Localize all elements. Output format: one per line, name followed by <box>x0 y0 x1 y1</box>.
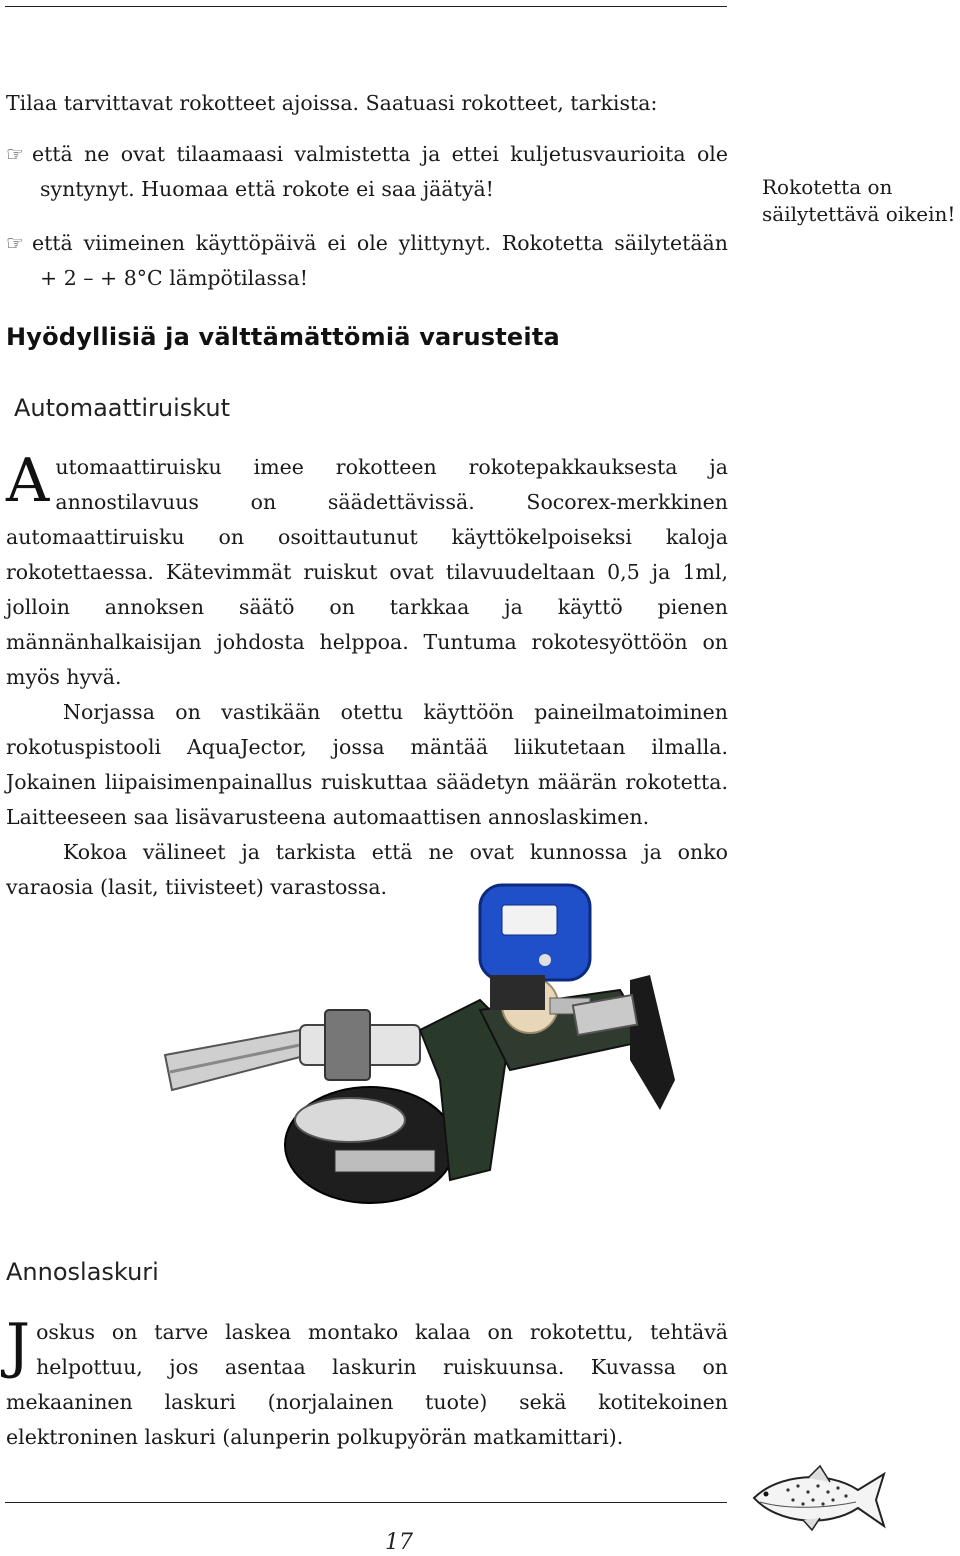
bullet-2-line-2: + 2 – + 8°C lämpötilassa! <box>40 266 308 290</box>
pointing-hand-icon: ☞ <box>6 231 24 255</box>
side-note-line-2: säilytettävä oikein! <box>762 202 956 226</box>
vaccination-gun-photo <box>150 880 710 1230</box>
pointing-hand-icon: ☞ <box>6 142 24 166</box>
side-note <box>762 174 957 228</box>
body-line: automaattiruisku on osoittautunut käyttökelpoiseksi kaloja <box>6 525 728 549</box>
page-number: 17 <box>385 1530 413 1555</box>
body-line: elektroninen laskuri (alunperin polkupyörän matkamittari). <box>6 1425 624 1449</box>
bullet-2 <box>6 226 728 296</box>
trout-icon <box>748 1462 888 1534</box>
intro-line <box>6 86 728 121</box>
body-line: annostilavuus on säädettävissä. Socorex-merkkinen <box>55 490 728 514</box>
dropcap-j: J <box>6 1311 31 1381</box>
bullet-1-line-1: ☞ että ne ovat tilaamaasi valmistetta ja ettei kuljetusvaurioita ole <box>6 142 728 166</box>
heading-annoslaskuri: Annoslaskuri <box>6 1258 159 1286</box>
body-line: Jokainen liipaisimenpainallus ruiskuttaa säädetyn määrän rokotetta. <box>6 770 728 794</box>
rear-lever <box>630 975 675 1110</box>
annoslaskuri-body <box>6 1311 728 1455</box>
body-line: rokotettaessa. Kätevimmät ruiskut ovat tilavuudeltaan 0,5 ja 1ml, <box>6 560 728 584</box>
section-title: Hyödyllisiä ja välttämättömiä varusteita <box>6 323 560 351</box>
body-line: männänhalkaisijan johdosta helppoa. Tuntuma rokotesyöttöön on <box>6 630 728 654</box>
body-line: jolloin annoksen säätö on tarkkaa ja käyttö pienen <box>6 595 728 619</box>
body-line: Norjassa on vastikään otettu käyttöön paineilmatoiminen <box>63 700 728 724</box>
body-line: Laitteeseen saa lisävarusteena automaattisen annoslaskimen. <box>6 805 650 829</box>
body-line: varaosia (lasit, tiivisteet) varastossa. <box>6 875 388 899</box>
bullet-1-line-2: syntynyt. Huomaa että rokote ei saa jäätyä! <box>40 177 494 201</box>
bullet-2-line-1: ☞ että viimeinen käyttöpäivä ei ole ylittynyt. Rokotetta säilytetään <box>6 231 728 255</box>
counter-display <box>502 905 557 935</box>
body-line: utomaattiruisku imee rokotteen rokotepakkauksesta ja <box>55 455 728 479</box>
automaattiruiskut-body <box>6 446 728 905</box>
bullet-1 <box>6 137 728 207</box>
body-line: helpottuu, jos asentaa laskurin ruiskuunsa. Kuvassa on <box>36 1355 728 1379</box>
side-note-line-1: Rokotetta on <box>762 175 893 199</box>
dropcap-a: A <box>6 446 50 516</box>
body-line: mekaaninen laskuri (norjalainen tuote) sekä kotitekoinen <box>6 1390 728 1414</box>
needle-holder <box>165 1030 308 1090</box>
body-line: oskus on tarve laskea montako kalaa on rokotettu, tehtävä <box>36 1320 728 1344</box>
body-line: myös hyvä. <box>6 665 122 689</box>
heading-automaattiruiskut: Automaattiruiskut <box>14 394 231 422</box>
top-rule <box>5 6 727 7</box>
body-line: Kokoa välineet ja tarkista että ne ovat kunnossa ja onko <box>63 840 728 864</box>
body-line: rokotuspistooli AquaJector, jossa mäntää liikutetaan ilmalla. <box>6 735 728 759</box>
intro-text: Tilaa tarvittavat rokotteet ajoissa. Saatuasi rokotteet, tarkista: <box>6 91 658 115</box>
bottom-rule <box>5 1502 727 1503</box>
